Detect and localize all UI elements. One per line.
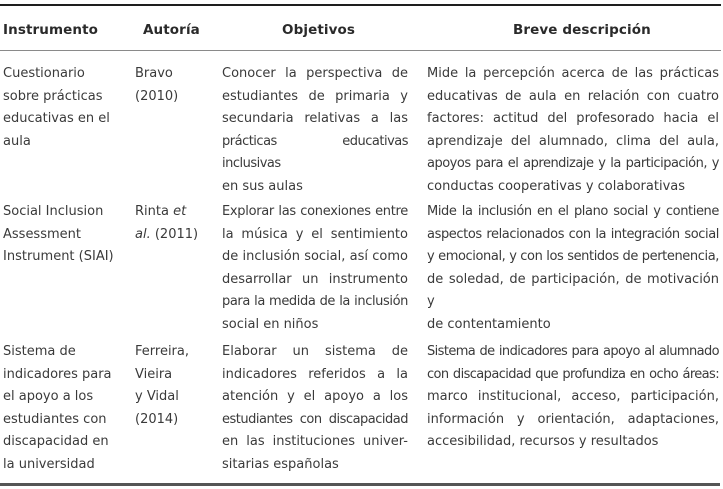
text-line: prácticas educativas inclusivas [222, 133, 408, 172]
author-year: (2011) [150, 226, 199, 242]
cell-autoria [135, 63, 215, 108]
text-line: Explorar las conexiones entre [222, 204, 408, 219]
text-line: y Vidal [135, 389, 179, 405]
text-line: y emocional, y con los sentidos de pertenencia, [427, 249, 719, 265]
text-line: Sistema de [3, 344, 76, 359]
cell-instrumento [3, 201, 128, 269]
text-line: Assessment [3, 226, 81, 242]
text-line: (2010) [135, 88, 179, 104]
text-line: Mide la inclusión en el plano social y contiene [427, 204, 719, 219]
text-line: accesibilidad, recursos y resultados [427, 434, 659, 450]
text-line [135, 224, 215, 247]
text-line: Instrument (SIAI) [3, 249, 114, 265]
text-line [135, 201, 215, 224]
text-line: indicadores para [3, 366, 112, 382]
text-line: aula [3, 133, 31, 149]
text-line: social en niños [222, 316, 319, 332]
text-line: discapacidad en [3, 434, 109, 450]
cell-objetivos [222, 63, 408, 199]
text-line: Cuestionario [3, 66, 85, 81]
text-line: atención y el apoyo a los [222, 389, 408, 405]
text-line: la universidad [3, 456, 95, 472]
author-et-al: et [173, 204, 187, 219]
text-line: Social Inclusion [3, 204, 104, 219]
text-line: la música y el sentimiento [222, 226, 408, 242]
header-objetivos: Objetivos [282, 22, 356, 38]
text-line: desarrollar un instrumento [222, 271, 408, 287]
text-line: en las instituciones univer- [222, 434, 408, 450]
table-header-rule [0, 50, 721, 51]
cell-objetivos [222, 201, 408, 337]
cell-descripcion [427, 201, 719, 337]
text-line: (2014) [135, 411, 179, 427]
table-top-rule [0, 4, 721, 6]
text-line: el apoyo a los [3, 389, 94, 405]
text-line: información y orientación, adaptaciones, [427, 411, 719, 427]
text-line: conductas cooperativas y colaborativas [427, 178, 686, 194]
text-line: con discapacidad que profundiza en ocho áreas: [427, 366, 719, 382]
author-name: Rinta [135, 204, 174, 219]
text-line: estudiantes de primaria y [222, 88, 408, 104]
text-line: de soledad, de participación, de motivación y [427, 271, 719, 310]
text-line: estudiantes con [3, 411, 107, 427]
text-line: de contentamiento [427, 316, 551, 332]
cell-autoria [135, 341, 215, 431]
text-line: indicadores referidos a la [222, 366, 408, 382]
author-al: al. [135, 226, 151, 242]
text-line: Bravo [135, 66, 173, 81]
cell-autoria [135, 201, 215, 246]
cell-instrumento [3, 63, 128, 153]
table-bottom-rule [0, 483, 720, 486]
text-line: Ferreira, [135, 344, 189, 359]
text-line: estudiantes con discapacidad [222, 411, 408, 427]
header-descripcion: Breve descripción [513, 22, 651, 38]
cell-descripcion [427, 63, 719, 199]
cell-objetivos [222, 341, 408, 477]
text-line: educativas de aula en relación con cuatro [427, 88, 719, 104]
cell-instrumento [3, 341, 128, 477]
text-line: marco institucional, acceso, participación, [427, 389, 719, 405]
cell-descripcion [427, 341, 719, 454]
text-line: sitarias españolas [222, 456, 339, 472]
text-line: aprendizaje del alumnado, clima del aula, [427, 133, 719, 149]
text-line: factores: actitud del profesorado hacia el [427, 111, 719, 127]
text-line: Elaborar un sistema de [222, 344, 408, 359]
text-line: aspectos relacionados con la integración social [427, 226, 719, 242]
text-line: para la medida de la inclusión [222, 294, 408, 310]
text-line: en sus aulas [222, 178, 303, 194]
text-line: secundaria relativas a las [222, 111, 408, 127]
header-instrumento: Instrumento [3, 22, 99, 38]
text-line: educativas en el [3, 111, 110, 127]
text-line: de inclusión social, así como [222, 249, 408, 265]
text-line: Mide la percepción acerca de las prácticas [427, 66, 719, 81]
text-line: Vieira [135, 366, 173, 382]
header-autoria: Autoría [143, 22, 200, 38]
text-line: sobre prácticas [3, 88, 103, 104]
text-line: apoyos para el aprendizaje y la participación, y [427, 156, 719, 172]
text-line: Conocer la perspectiva de [222, 66, 408, 81]
text-line: Sistema de indicadores para apoyo al alumnado [427, 344, 719, 359]
